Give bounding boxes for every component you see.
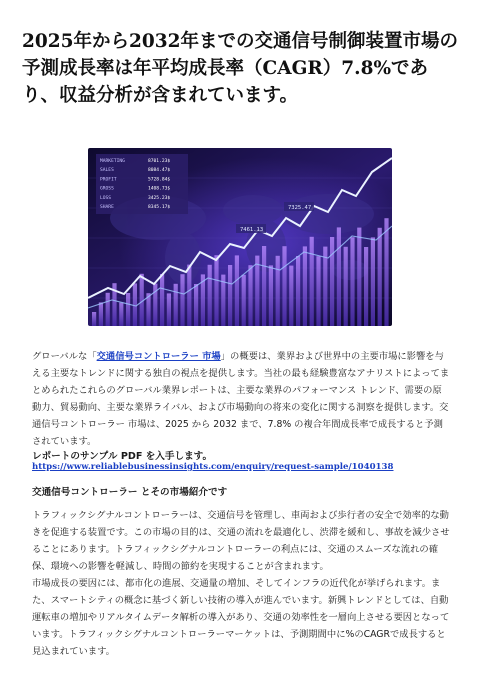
paragraph-growth: 市場成長の要因には、都市化の進展、交通量の増加、そしてインフラの近代化が挙げられます。また、スマートシティの概念に基づく新しい技術の導入が進んでいます。新興トレンドとしては、自動運転車の増加やリアルタイムデータ解析の導入があり、交通の効率性を一層向上させる要因となっています。トラフィックシグナルコントローラーマーケットは、予測期間中に%のCAGRで成長すると見込まれています。 <box>32 578 450 657</box>
document-title: 2025年から2032年までの交通信号制御装置市場の予測成長率は年平均成長率（CAGR）7.8%であり、収益分析が含まれています。 <box>22 31 458 106</box>
intro-prefix: グローバルな「 <box>32 351 97 362</box>
decorative-bar <box>180 274 184 326</box>
decorative-bar <box>323 247 327 326</box>
decorative-bar <box>357 228 361 326</box>
paragraph-overview: トラフィックシグナルコントローラーは、交通信号を管理し、車両および歩行者の安全で効率的な動きを促進する装置です。この市場の目的は、交通の流れを最適化し、渋滞を緩和し、事故を減少させることにあります。トラフィックシグナルコントローラーの利点には、交通のスムーズな流れの確保、環境への影響を軽減し、時間の節約を実現することが含まれます。 <box>32 510 450 572</box>
panel-row-value: 3425.23$ <box>148 195 171 201</box>
panel-row-label: GROSS <box>100 186 114 192</box>
section-heading: 交通信号コントローラー とその市場紹介です <box>32 487 228 498</box>
market-link[interactable]: 交通信号コントローラー 市場 <box>96 351 221 362</box>
intro-body: 」の概要は、業界および世界中の主要市場に影響を与える主要なトレンドに関する独自の視点を提供します。当社の最も経験豊富なアナリストによってまとめられたこれらのグローバル業界レポートは、主要な業界のパフォーマンス トレンド、需要の原動力、貿易動向、主要な業界ライバル、および市場動向の将来の変化に関する洞察を提供します。交通信号コントローラー 市場は、2025 から 2032 まで、7.8% の複合年間成長率で成長すると予測されています。 <box>32 351 450 447</box>
panel-row-label: LOSS <box>100 195 112 201</box>
decorative-bar <box>316 256 320 326</box>
decorative-bar <box>276 256 280 326</box>
panel-row-value: 1408.73$ <box>148 186 171 192</box>
decorative-bar <box>140 274 144 326</box>
decorative-bar <box>174 284 178 326</box>
panel-row-label: SALES <box>100 168 114 174</box>
decorative-bar <box>126 293 130 326</box>
intro-paragraph <box>32 348 450 450</box>
hero-tag-2: 7461.13 <box>240 227 264 233</box>
panel-row-label: MARKETING <box>100 159 125 164</box>
decorative-bar <box>160 274 164 326</box>
decorative-bar <box>350 237 354 326</box>
decorative-bar <box>330 237 334 326</box>
panel-row-value: 8345.17$ <box>148 205 171 210</box>
hero-tag-1: 7325.47 <box>288 205 312 211</box>
decorative-bar <box>269 265 273 326</box>
decorative-bar <box>106 293 110 326</box>
hero-image <box>88 148 392 326</box>
sample-heading: レポートのサンプル PDF を入手します。 <box>32 451 213 462</box>
decorative-bar <box>235 255 239 326</box>
panel-row-value: 8701.23$ <box>148 159 171 164</box>
sample-request-link[interactable]: https://www.reliablebusinessinsights.com/enquiry/request-sample/1040138 <box>32 462 394 472</box>
decorative-bar <box>99 302 103 326</box>
decorative-bar <box>187 265 191 326</box>
decorative-bar <box>194 284 198 326</box>
decorative-bar <box>289 266 293 326</box>
decorative-bar <box>282 246 286 326</box>
decorative-bar <box>248 265 252 326</box>
panel-row-value: 8084.47$ <box>148 168 171 174</box>
panel-row-label: PROFIT <box>100 177 117 183</box>
panel-row-value: 5728.84$ <box>148 177 171 183</box>
decorative-bar <box>303 246 307 326</box>
decorative-bar <box>337 227 341 326</box>
decorative-bar <box>208 265 212 326</box>
decorative-bar <box>371 237 375 326</box>
financial-chart-illustration <box>88 148 392 326</box>
panel-row-label: SHARE <box>100 205 114 210</box>
decorative-bar <box>296 256 300 326</box>
decorative-bar <box>167 293 171 326</box>
decorative-bar <box>255 256 259 326</box>
decorative-bar <box>262 246 266 326</box>
decorative-bar <box>364 247 368 326</box>
decorative-bar <box>92 312 96 326</box>
decorative-bar <box>310 237 314 326</box>
decorative-bar <box>119 303 123 326</box>
decorative-bar <box>344 247 348 326</box>
decorative-bar <box>133 283 137 326</box>
decorative-bar <box>378 228 382 326</box>
decorative-bar <box>214 255 218 326</box>
decorative-bar <box>228 265 232 326</box>
decorative-bar <box>384 218 388 326</box>
decorative-bar <box>242 275 246 326</box>
